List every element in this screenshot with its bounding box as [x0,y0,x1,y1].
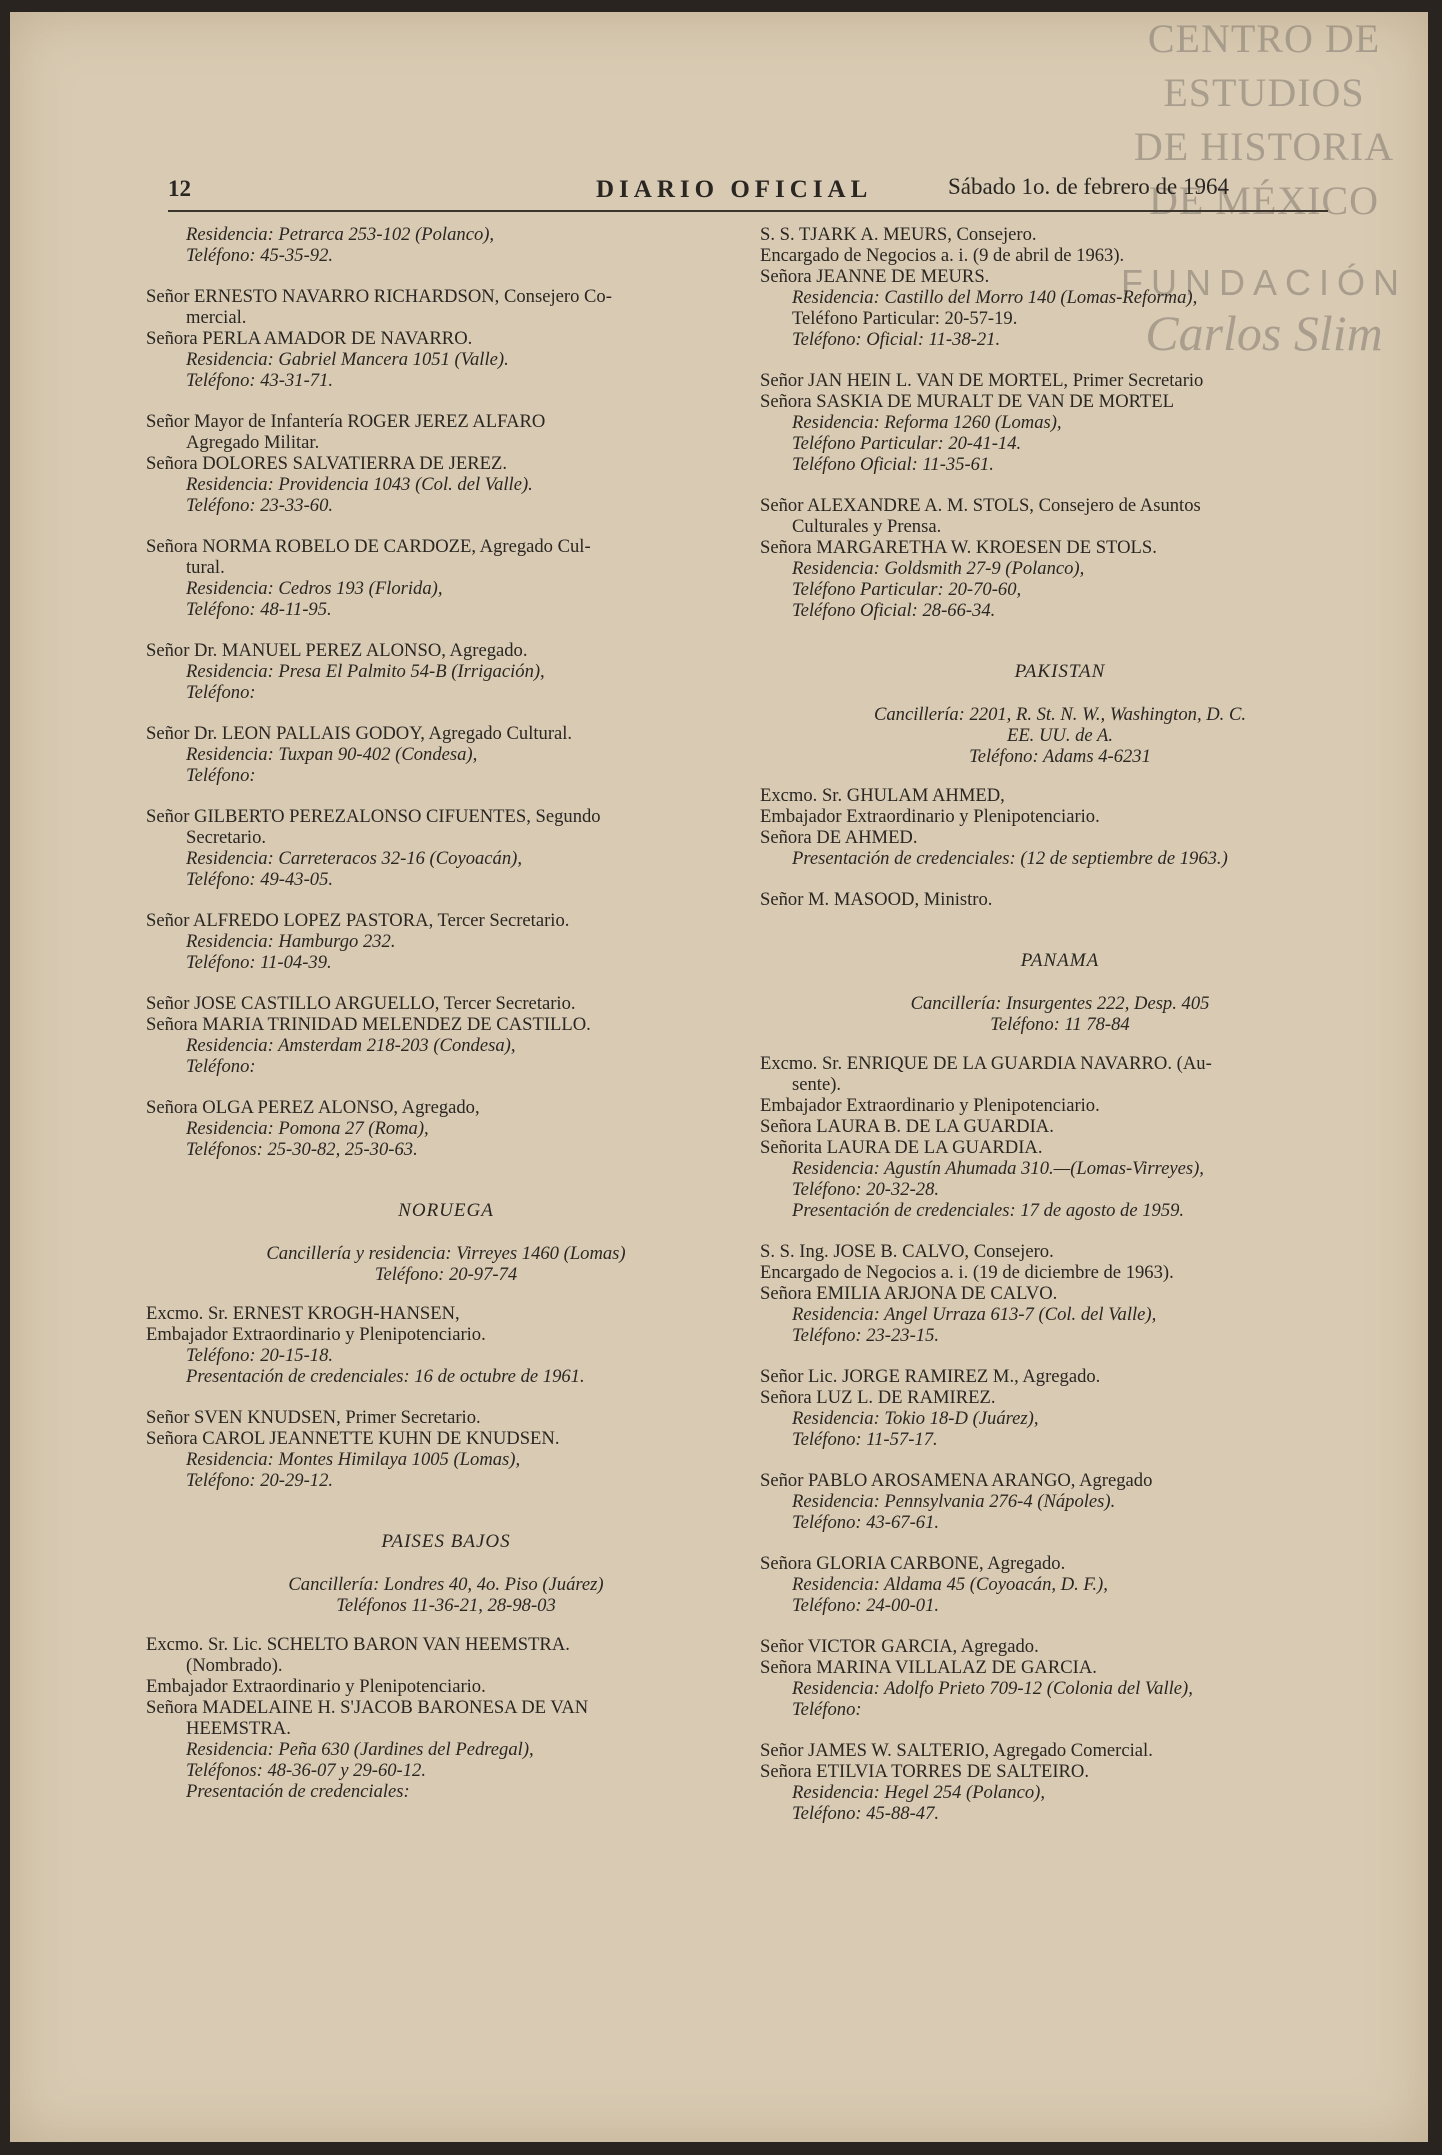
chancery-line: Teléfono: Adams 4-6231 [969,746,1151,767]
entry-line: Residencia: Adolfo Prieto 709-12 (Colonia del Valle), [792,1678,1193,1699]
entry-line: sente). [792,1074,842,1095]
issue-date: Sábado 1o. de febrero de 1964 [948,174,1230,199]
right-column [760,224,1360,1844]
directory-entry [146,993,746,1077]
entry-line: Señor M. MASOOD, Ministro. [760,889,993,910]
entry-line: Residencia: Presa El Palmito 54-B (Irrigación), [186,661,545,682]
entry-line: Residencia: Providencia 1043 (Col. del Valle). [186,474,533,495]
entry-line: Teléfono: Oficial: 11-38-21. [792,329,1001,350]
entry-line: Teléfono: [186,682,256,703]
entry-line: Señora GLORIA CARBONE, Agregado. [760,1553,1066,1574]
directory-entry [146,536,746,620]
entry-line: Residencia: Peña 630 (Jardines del Pedregal), [186,1739,534,1760]
watermark-line: DE HISTORIA [1133,124,1395,169]
entry-line: Teléfono: 24-00-01. [792,1595,940,1616]
directory-entry [146,806,746,890]
entry-line: Residencia: Hegel 254 (Polanco), [792,1782,1045,1803]
entry-line: Señora SASKIA DE MURALT DE VAN DE MORTEL [760,391,1174,412]
entry-line: Teléfono: 20-29-12. [186,1470,334,1491]
country-heading: PAKISTAN [1014,661,1106,682]
entry-line: Señora CAROL JEANNETTE KUHN DE KNUDSEN. [146,1428,560,1449]
entry-line: Señor Dr. LEON PALLAIS GODOY, Agregado Cultural. [146,723,573,744]
directory-entry [760,1553,1360,1616]
entry-line: Excmo. Sr. ENRIQUE DE LA GUARDIA NAVARRO. (Au- [760,1053,1212,1074]
directory-entry [760,224,1360,350]
entry-line: Teléfono Particular: 20-70-60, [792,579,1022,600]
country-section-pakistan [760,661,1360,767]
entry-line: Encargado de Negocios a. i. (9 de abril de 1963). [760,245,1125,266]
entry-line: Residencia: Castillo del Morro 140 (Lomas-Reforma), [792,287,1198,308]
entry-line: Señora LAURA B. DE LA GUARDIA. [760,1116,1054,1137]
entry-line: Señora JEANNE DE MEURS. [760,266,990,287]
entry-line: Teléfono: [186,765,256,786]
entry-line: Excmo. Sr. GHULAM AHMED, [760,785,1005,806]
entry-line: Encargado de Negocios a. i. (19 de diciembre de 1963). [760,1262,1174,1283]
directory-entry [760,1740,1360,1824]
entry-line: Teléfono: 23-33-60. [186,495,334,516]
directory-entry [760,1053,1360,1221]
chancery-line: Cancillería: Insurgentes 222, Desp. 405 [910,993,1210,1014]
entry-line: Señor JAN HEIN L. VAN DE MORTEL, Primer Secretario [760,370,1204,391]
entry-line: Señora MARIA TRINIDAD MELENDEZ DE CASTILLO. [146,1014,591,1035]
country-heading: NORUEGA [398,1200,494,1221]
entry-line: Señor VICTOR GARCIA, Agregado. [760,1636,1039,1657]
directory-entry [760,495,1360,621]
entry-line: Señor Lic. JORGE RAMIREZ M., Agregado. [760,1366,1101,1387]
watermark-line: ESTUDIOS [1163,70,1365,115]
directory-entry [146,286,746,391]
entry-line: Excmo. Sr. Lic. SCHELTO BARON VAN HEEMSTRA. [146,1634,570,1655]
entry-line: Residencia: Gabriel Mancera 1051 (Valle). [186,349,509,370]
entry-line: Señora MARINA VILLALAZ DE GARCIA. [760,1657,1097,1678]
chancery-line: Teléfono: 20-97-74 [374,1264,518,1285]
entry-line: Teléfonos: 48-36-07 y 29-60-12. [186,1760,426,1781]
directory-entry [146,1097,746,1160]
entry-line: Residencia: Hamburgo 232. [186,931,396,952]
watermark-line: DE MÉXICO [1148,178,1380,223]
directory-entry [760,1636,1360,1720]
entry-line: Señorita LAURA DE LA GUARDIA. [760,1137,1043,1158]
directory-entry [146,723,746,786]
entry-line: Teléfono: 45-35-92. [186,245,334,266]
entry-line: Señor JAMES W. SALTERIO, Agregado Comercial. [760,1740,1153,1761]
entry-line: Teléfono: 20-15-18. [186,1345,334,1366]
directory-entry [146,640,746,703]
entry-line: Señor ERNESTO NAVARRO RICHARDSON, Consejero Co- [146,286,612,307]
entry-line: Residencia: Montes Himilaya 1005 (Lomas), [186,1449,521,1470]
entry-line: Teléfono: 48-11-95. [186,599,332,620]
entry-line: Presentación de credenciales: [186,1781,410,1802]
entry-line: Teléfono: 23-23-15. [792,1325,940,1346]
newspaper-title: DIARIO OFICIAL [596,176,873,203]
entry-line: Señor Mayor de Infantería ROGER JEREZ ALFARO [146,411,546,432]
entry-line: tural. [186,557,225,578]
entry-line: Señora MADELAINE H. S'JACOB BARONESA DE VAN [146,1697,589,1718]
chancery-line: Cancillería: 2201, R. St. N. W., Washington, D. C. [873,704,1247,725]
directory-entry [146,910,746,973]
entry-line: Teléfono Particular: 20-41-14. [792,433,1022,454]
entry-line: Señora OLGA PEREZ ALONSO, Agregado, [146,1097,480,1118]
country-section-panama [760,950,1360,1035]
page-number: 12 [168,176,191,201]
entry-line: Residencia: Aldama 45 (Coyoacán, D. F.), [792,1574,1108,1595]
chancery-line: Cancillería y residencia: Virreyes 1460 (Lomas) [266,1243,626,1264]
directory-entry [146,1634,746,1802]
entry-line: Embajador Extraordinario y Plenipotenciario. [146,1324,486,1345]
entry-line: HEEMSTRA. [186,1718,291,1739]
entry-line: Residencia: Tuxpan 90-402 (Condesa), [186,744,478,765]
entry-line: Culturales y Prensa. [792,516,942,537]
directory-entry [146,224,746,266]
entry-line: Residencia: Petrarca 253-102 (Polanco), [186,224,495,245]
entry-line: Teléfono: 11-04-39. [186,952,332,973]
directory-entry [760,1241,1360,1346]
country-section-noruega [146,1200,746,1285]
entry-line: Presentación de credenciales: (12 de septiembre de 1963.) [792,848,1228,869]
entry-line: Teléfono: 49-43-05. [186,869,334,890]
entry-line: Teléfono Oficial: 28-66-34. [792,600,996,621]
watermark-line: CENTRO DE [1147,16,1381,61]
entry-line: Señor Dr. MANUEL PEREZ ALONSO, Agregado. [146,640,528,661]
entry-line: Excmo. Sr. ERNEST KROGH-HANSEN, [146,1303,460,1324]
country-section-paises-bajos [146,1531,746,1616]
entry-line: Señora EMILIA ARJONA DE CALVO. [760,1283,1058,1304]
entry-line: Embajador Extraordinario y Plenipotenciario. [146,1676,486,1697]
entry-line: Residencia: Reforma 1260 (Lomas), [792,412,1062,433]
directory-entry [760,889,1360,910]
watermark-signature: Carlos Slim [1145,305,1383,361]
entry-line: Residencia: Angel Urraza 613-7 (Col. del Valle), [792,1304,1157,1325]
entry-line: mercial. [186,307,247,328]
entry-line: Residencia: Cedros 193 (Florida), [186,578,443,599]
entry-line: Residencia: Pennsylvania 276-4 (Nápoles). [792,1491,1116,1512]
entry-line: Señor PABLO AROSAMENA ARANGO, Agregado [760,1470,1153,1491]
entry-line: Teléfono: 43-31-71. [186,370,334,391]
chancery-line: EE. UU. de A. [1006,725,1114,746]
directory-entry [146,1407,746,1491]
entry-line: Residencia: Carreteracos 32-16 (Coyoacán), [186,848,522,869]
chancery-line: Teléfonos 11-36-21, 28-98-03 [336,1595,556,1616]
entry-line: Presentación de credenciales: 17 de agosto de 1959. [792,1200,1185,1221]
directory-entry [760,785,1360,869]
entry-line: Señora LUZ L. DE RAMIREZ. [760,1387,996,1408]
entry-line: Secretario. [186,827,267,848]
entry-line: Embajador Extraordinario y Plenipotenciario. [760,1095,1100,1116]
entry-line: S. S. Ing. JOSE B. CALVO, Consejero. [760,1241,1054,1262]
chancery-line: Cancillería: Londres 40, 4o. Piso (Juárez) [288,1574,604,1595]
entry-line: Teléfono Particular: 20-57-19. [792,308,1018,329]
entry-line: Teléfono: 45-88-47. [792,1803,940,1824]
page-header [168,170,1328,212]
directory-entry [146,411,746,516]
entry-line: (Nombrado). [186,1655,283,1676]
entry-line: Señora PERLA AMADOR DE NAVARRO. [146,328,473,349]
entry-line: Señora DOLORES SALVATIERRA DE JEREZ. [146,453,508,474]
entry-line: Teléfono: [186,1056,256,1077]
entry-line: Teléfonos: 25-30-82, 25-30-63. [186,1139,418,1160]
entry-line: Teléfono: [792,1699,862,1720]
entry-line: Residencia: Agustín Ahumada 310.—(Lomas-Virreyes), [792,1158,1204,1179]
country-heading: PANAMA [1020,950,1100,971]
directory-entry [760,1470,1360,1533]
entry-line: Teléfono: 11-57-17. [792,1429,938,1450]
entry-line: Residencia: Tokio 18-D (Juárez), [792,1408,1039,1429]
entry-line: Señor SVEN KNUDSEN, Primer Secretario. [146,1407,481,1428]
watermark-foundation: FUNDACIÓN [1121,262,1407,303]
entry-line: Agregado Militar. [186,432,320,453]
entry-line: Teléfono: 20-32-28. [792,1179,940,1200]
entry-line: Teléfono: 43-67-61. [792,1512,940,1533]
entry-line: S. S. TJARK A. MEURS, Consejero. [760,224,1037,245]
entry-line: Señora NORMA ROBELO DE CARDOZE, Agregado Cul- [146,536,591,557]
entry-line: Señora MARGARETHA W. KROESEN DE STOLS. [760,537,1157,558]
entry-line: Señor GILBERTO PEREZALONSO CIFUENTES, Segundo [146,806,601,827]
chancery-line: Teléfono: 11 78-84 [990,1014,1130,1035]
left-column [146,224,746,1822]
country-heading: PAISES BAJOS [381,1531,511,1552]
entry-line: Residencia: Amsterdam 218-203 (Condesa), [186,1035,516,1056]
entry-line: Señora ETILVIA TORRES DE SALTEIRO. [760,1761,1090,1782]
directory-entry [146,1303,746,1387]
entry-line: Embajador Extraordinario y Plenipotenciario. [760,806,1100,827]
entry-line: Señor ALEXANDRE A. M. STOLS, Consejero de Asuntos [760,495,1201,516]
entry-line: Residencia: Pomona 27 (Roma), [186,1118,429,1139]
entry-line: Presentación de credenciales: 16 de octubre de 1961. [186,1366,585,1387]
entry-line: Teléfono Oficial: 11-35-61. [792,454,994,475]
entry-line: Señor ALFREDO LOPEZ PASTORA, Tercer Secretario. [146,910,570,931]
entry-line: Señora DE AHMED. [760,827,918,848]
directory-entry [760,370,1360,475]
entry-line: Residencia: Goldsmith 27-9 (Polanco), [792,558,1085,579]
directory-entry [760,1366,1360,1450]
entry-line: Señor JOSE CASTILLO ARGUELLO, Tercer Secretario. [146,993,576,1014]
newspaper-page [10,12,1428,2142]
